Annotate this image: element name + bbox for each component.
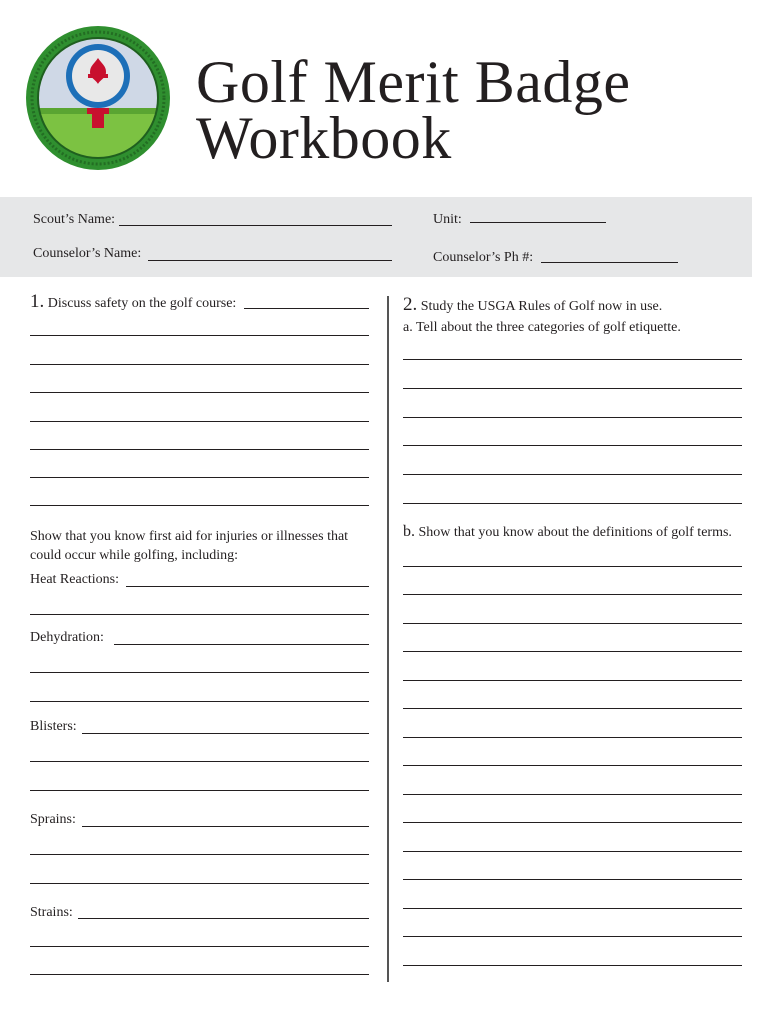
dehydration-field[interactable] (30, 701, 369, 702)
golf-badge-icon (24, 24, 172, 172)
scout-name-label: Scout’s Name: (33, 212, 116, 227)
counselor-name-label: Counselor’s Name: (33, 246, 142, 261)
q2b-answer-line[interactable] (403, 765, 742, 766)
q2-heading (403, 294, 663, 315)
blisters-field[interactable] (30, 761, 369, 762)
q1-answer-line[interactable] (30, 449, 369, 450)
blisters-field[interactable] (30, 790, 369, 791)
counselor-phone-field[interactable] (541, 262, 678, 263)
scout-name-field[interactable] (119, 225, 392, 226)
q2b-answer-line[interactable] (403, 594, 742, 595)
strains-label: Strains: (30, 905, 73, 920)
q2b-answer-line[interactable] (403, 794, 742, 795)
merit-badge-logo (24, 24, 172, 172)
dehydration-field[interactable] (114, 644, 369, 645)
strains-field[interactable] (30, 946, 369, 947)
q2b-answer-line[interactable] (403, 822, 742, 823)
column-divider (387, 296, 389, 982)
q2b-answer-line[interactable] (403, 936, 742, 937)
heat-reactions-field[interactable] (126, 586, 369, 587)
heat-reactions-label: Heat Reactions: (30, 572, 120, 587)
q1-text: Discuss safety on the golf course: (47, 296, 237, 311)
sprains-field[interactable] (30, 854, 369, 855)
q2a-answer-line[interactable] (403, 445, 742, 446)
blisters-field[interactable] (82, 733, 369, 734)
counselor-name-field[interactable] (148, 260, 392, 261)
q2b-answer-line[interactable] (403, 708, 742, 709)
info-panel (0, 197, 752, 277)
strains-field[interactable] (30, 974, 369, 975)
q2b-answer-line[interactable] (403, 566, 742, 567)
heat-reactions-field[interactable] (30, 614, 369, 615)
q2a-answer-line[interactable] (403, 388, 742, 389)
dehydration-field[interactable] (30, 672, 369, 673)
blisters-label: Blisters: (30, 719, 77, 734)
q2b-answer-line[interactable] (403, 623, 742, 624)
q1-answer-line[interactable] (30, 335, 369, 336)
q2b-answer-line[interactable] (403, 680, 742, 681)
q2a-answer-line[interactable] (403, 474, 742, 475)
q1-answer-line[interactable] (30, 392, 369, 393)
sprains-field[interactable] (30, 883, 369, 884)
q1-answer-line[interactable] (30, 364, 369, 365)
q2-part-b-text: Show that you know about the definitions of golf terms. (418, 525, 732, 540)
first-aid-text-2: could occur while golfing, including: (30, 548, 239, 563)
q2b-answer-line[interactable] (403, 965, 742, 966)
q1-heading (30, 291, 237, 312)
q2b-answer-line[interactable] (403, 737, 742, 738)
q2-part-b-letter: b. (403, 523, 415, 540)
q1-answer-line[interactable] (30, 477, 369, 478)
unit-field[interactable] (470, 222, 606, 223)
title-line-2: Workbook (196, 105, 452, 171)
q2b-answer-line[interactable] (403, 908, 742, 909)
q2a-answer-line[interactable] (403, 359, 742, 360)
q2a-answer-line[interactable] (403, 503, 742, 504)
q1-number: 1. (30, 291, 45, 312)
title-line-1: Golf Merit Badge (196, 49, 631, 115)
counselor-phone-label: Counselor’s Ph #: (433, 250, 534, 265)
sprains-label: Sprains: (30, 812, 76, 827)
q1-answer-line[interactable] (30, 505, 369, 506)
sprains-field[interactable] (82, 826, 369, 827)
first-aid-text-1: Show that you know first aid for injuries or illnesses that (30, 529, 349, 544)
dehydration-label: Dehydration: (30, 630, 104, 645)
q2b-answer-line[interactable] (403, 879, 742, 880)
q2a-answer-line[interactable] (403, 417, 742, 418)
q2-text: Study the USGA Rules of Golf now in use. (420, 299, 663, 314)
q1-answer-line[interactable] (244, 308, 369, 309)
q1-answer-line[interactable] (30, 421, 369, 422)
q2-part-a: a. Tell about the three categories of golf etiquette. (403, 320, 681, 335)
q2b-answer-line[interactable] (403, 651, 742, 652)
strains-field[interactable] (78, 918, 369, 919)
q2-part-b (403, 524, 732, 541)
unit-label: Unit: (433, 212, 462, 227)
q2b-answer-line[interactable] (403, 851, 742, 852)
q2-number: 2. (403, 294, 418, 315)
